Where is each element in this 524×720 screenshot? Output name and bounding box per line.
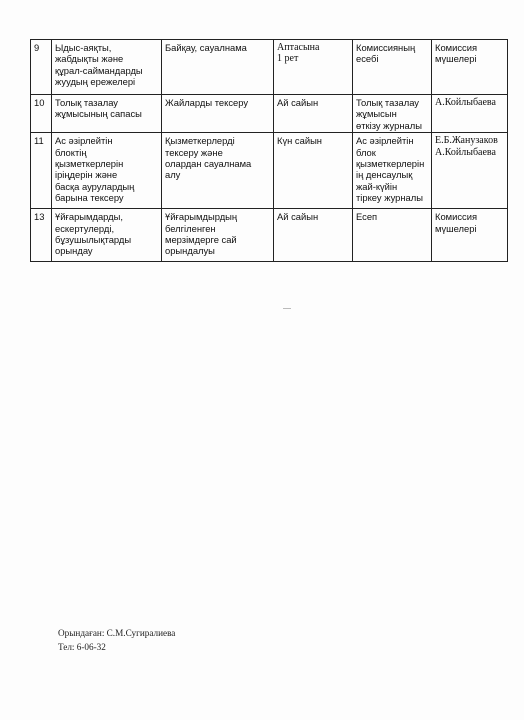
control-frequency [274, 209, 353, 262]
cell-line: тіркеу журналы [356, 192, 423, 204]
cell-line: А.Койлыбаева [435, 146, 496, 158]
cell-line: барына тексеру [55, 192, 124, 204]
row-number: 10 [31, 95, 52, 133]
cell-line: Ай сайын [277, 97, 319, 108]
cell-line: құрал-саймандарды [55, 64, 143, 76]
phone-line: Тел: 6-06-32 [58, 641, 106, 652]
row-number: 11 [31, 133, 52, 209]
cell-line: Күн сайын [277, 135, 322, 147]
cell-line: Комиссия [435, 42, 478, 53]
cell-line: Қызметкерлерді [165, 135, 235, 147]
control-subject [52, 209, 162, 262]
responsible-person [432, 95, 508, 133]
cell-line: Комиссияның [356, 42, 416, 53]
table-row [31, 95, 508, 133]
cell-line: Жайларды тексеру [165, 97, 249, 108]
control-document [353, 40, 432, 95]
cell-line: жабдықты және [55, 53, 124, 65]
scan-speck [283, 308, 291, 309]
cell-line: жуудың ережелері [55, 76, 136, 88]
cell-line: мүшелері [435, 53, 477, 65]
cell-line: 1 рет [277, 53, 299, 65]
plan-table [30, 39, 508, 262]
control-frequency [274, 95, 353, 133]
cell-line: блоктің [55, 146, 87, 158]
table-row [31, 133, 508, 209]
responsible-person [432, 133, 508, 209]
control-subject [52, 95, 162, 133]
executor-line: Орындаған: С.М.Сугиралиева [58, 628, 176, 638]
control-frequency [274, 40, 353, 95]
cell-line: Толық тазалау [356, 97, 419, 108]
cell-line: Ас әзірлейтін [55, 135, 113, 147]
control-subject [52, 40, 162, 95]
cell-line: есебі [356, 53, 379, 65]
control-method [162, 133, 274, 209]
cell-line: орындалуы [165, 245, 215, 257]
cell-line: бұзушылықтарды [55, 234, 132, 246]
control-document [353, 209, 432, 262]
document-footer [58, 627, 175, 654]
control-subject [52, 133, 162, 209]
cell-line: олардан сауалнама [165, 158, 252, 170]
cell-line: Ұйғарымдарды, [55, 211, 123, 223]
cell-line: Байқау, сауалнама [165, 42, 247, 53]
cell-line: орындау [55, 245, 93, 257]
table-row [31, 209, 508, 262]
cell-line: Ай сайын [277, 211, 319, 223]
control-method [162, 95, 274, 133]
cell-line: ің денсаулық [356, 169, 413, 181]
cell-line: алу [165, 169, 181, 181]
cell-line: А.Койлыбаева [435, 97, 496, 108]
cell-line: тексеру және [165, 146, 223, 158]
control-document [353, 95, 432, 133]
row-number: 9 [31, 40, 52, 95]
cell-line: Ыдыс-аяқты, [55, 42, 112, 53]
cell-line: іріңдерін және [55, 169, 118, 181]
cell-line: қызметкерлерін [55, 158, 124, 170]
responsible-person [432, 209, 508, 262]
cell-line: мүшелері [435, 222, 477, 234]
cell-line: Комиссия [435, 211, 478, 223]
cell-line: жұмысын [356, 108, 397, 120]
cell-line: қызметкерлерін [356, 158, 425, 170]
cell-line: Аптасына [277, 42, 320, 53]
control-frequency [274, 133, 353, 209]
cell-line: Толық тазалау [55, 97, 118, 108]
cell-line: блок [356, 146, 376, 158]
cell-line: жұмысының сапасы [55, 108, 142, 120]
table-row [31, 40, 508, 95]
control-method [162, 209, 274, 262]
cell-line: басқа аурулардың [55, 180, 135, 192]
cell-line: мерзімдерге сай [165, 234, 237, 246]
responsible-person [432, 40, 508, 95]
cell-line: Ұйғарымдырдың [165, 211, 238, 223]
control-document [353, 133, 432, 209]
cell-line: Ас әзірлейтін [356, 135, 414, 147]
row-number: 13 [31, 209, 52, 262]
cell-line: жай-күйін [356, 180, 398, 192]
cell-line: Е.Б.Жанузаков [435, 135, 498, 147]
cell-line: белгіленген [165, 222, 216, 234]
cell-line: өткізу журналы [356, 119, 422, 131]
cell-line: ескертулерді, [55, 222, 115, 234]
plan-table-body [31, 40, 508, 262]
control-method [162, 40, 274, 95]
cell-line: Есеп [356, 211, 378, 223]
